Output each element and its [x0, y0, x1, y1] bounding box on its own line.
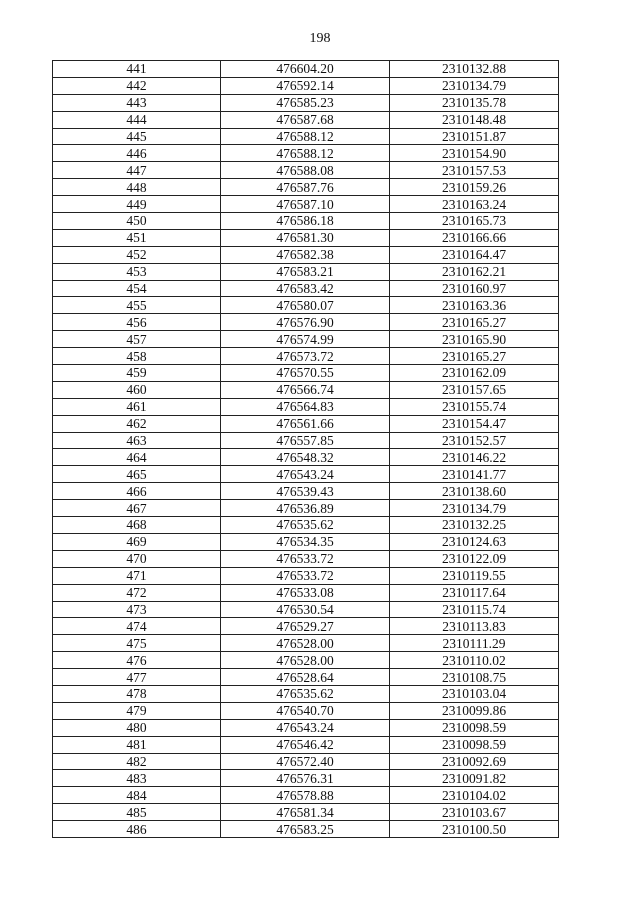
- point-number-cell: 449: [53, 196, 221, 213]
- y-coordinate-cell: 2310154.90: [390, 145, 559, 162]
- y-coordinate-cell: 2310165.27: [390, 348, 559, 365]
- x-coordinate-cell: 476604.20: [221, 61, 390, 78]
- table-row: [53, 787, 559, 804]
- y-coordinate-cell: 2310164.47: [390, 246, 559, 263]
- table-row: [53, 280, 559, 297]
- y-coordinate-cell: 2310154.47: [390, 415, 559, 432]
- x-coordinate-cell: 476528.00: [221, 652, 390, 669]
- x-coordinate-cell: 476529.27: [221, 618, 390, 635]
- y-coordinate-cell: 2310148.48: [390, 111, 559, 128]
- point-number-cell: 483: [53, 770, 221, 787]
- x-coordinate-cell: 476543.24: [221, 719, 390, 736]
- table-row: [53, 736, 559, 753]
- x-coordinate-cell: 476543.24: [221, 466, 390, 483]
- table-row: [53, 128, 559, 145]
- y-coordinate-cell: 2310162.09: [390, 365, 559, 382]
- point-number-cell: 458: [53, 348, 221, 365]
- point-number-cell: 474: [53, 618, 221, 635]
- point-number-cell: 475: [53, 635, 221, 652]
- point-number-cell: 462: [53, 415, 221, 432]
- point-number-cell: 465: [53, 466, 221, 483]
- y-coordinate-cell: 2310092.69: [390, 753, 559, 770]
- x-coordinate-cell: 476587.76: [221, 179, 390, 196]
- table-row: [53, 483, 559, 500]
- x-coordinate-cell: 476534.35: [221, 533, 390, 550]
- point-number-cell: 466: [53, 483, 221, 500]
- y-coordinate-cell: 2310099.86: [390, 702, 559, 719]
- table-row: [53, 601, 559, 618]
- x-coordinate-cell: 476528.64: [221, 669, 390, 686]
- point-number-cell: 486: [53, 821, 221, 838]
- table-row: [53, 550, 559, 567]
- y-coordinate-cell: 2310135.78: [390, 94, 559, 111]
- x-coordinate-cell: 476588.12: [221, 128, 390, 145]
- y-coordinate-cell: 2310100.50: [390, 821, 559, 838]
- x-coordinate-cell: 476576.90: [221, 314, 390, 331]
- table-row: [53, 500, 559, 517]
- y-coordinate-cell: 2310146.22: [390, 449, 559, 466]
- x-coordinate-cell: 476583.25: [221, 821, 390, 838]
- coordinates-table-body: [53, 61, 559, 838]
- page-number: 198: [309, 31, 331, 46]
- x-coordinate-cell: 476533.72: [221, 567, 390, 584]
- point-number-cell: 441: [53, 61, 221, 78]
- point-number-cell: 459: [53, 365, 221, 382]
- y-coordinate-cell: 2310111.29: [390, 635, 559, 652]
- x-coordinate-cell: 476561.66: [221, 415, 390, 432]
- table-row: [53, 77, 559, 94]
- y-coordinate-cell: 2310104.02: [390, 787, 559, 804]
- table-row: [53, 770, 559, 787]
- point-number-cell: 447: [53, 162, 221, 179]
- table-row: [53, 381, 559, 398]
- x-coordinate-cell: 476535.62: [221, 517, 390, 534]
- table-row: [53, 804, 559, 821]
- x-coordinate-cell: 476587.68: [221, 111, 390, 128]
- point-number-cell: 484: [53, 787, 221, 804]
- y-coordinate-cell: 2310165.73: [390, 213, 559, 230]
- point-number-cell: 479: [53, 702, 221, 719]
- x-coordinate-cell: 476528.00: [221, 635, 390, 652]
- table-row: [53, 61, 559, 78]
- table-row: [53, 669, 559, 686]
- point-number-cell: 460: [53, 381, 221, 398]
- table-row: [53, 331, 559, 348]
- table-row: [53, 365, 559, 382]
- x-coordinate-cell: 476566.74: [221, 381, 390, 398]
- table-row: [53, 297, 559, 314]
- y-coordinate-cell: 2310157.65: [390, 381, 559, 398]
- table-row: [53, 652, 559, 669]
- point-number-cell: 446: [53, 145, 221, 162]
- table-row: [53, 821, 559, 838]
- table-row: [53, 685, 559, 702]
- x-coordinate-cell: 476574.99: [221, 331, 390, 348]
- x-coordinate-cell: 476581.30: [221, 229, 390, 246]
- x-coordinate-cell: 476578.88: [221, 787, 390, 804]
- point-number-cell: 467: [53, 500, 221, 517]
- point-number-cell: 480: [53, 719, 221, 736]
- point-number-cell: 443: [53, 94, 221, 111]
- x-coordinate-cell: 476588.12: [221, 145, 390, 162]
- y-coordinate-cell: 2310124.63: [390, 533, 559, 550]
- point-number-cell: 442: [53, 77, 221, 94]
- point-number-cell: 450: [53, 213, 221, 230]
- point-number-cell: 471: [53, 567, 221, 584]
- table-row: [53, 94, 559, 111]
- point-number-cell: 463: [53, 432, 221, 449]
- x-coordinate-cell: 476535.62: [221, 685, 390, 702]
- x-coordinate-cell: 476583.21: [221, 263, 390, 280]
- x-coordinate-cell: 476546.42: [221, 736, 390, 753]
- point-number-cell: 455: [53, 297, 221, 314]
- x-coordinate-cell: 476592.14: [221, 77, 390, 94]
- y-coordinate-cell: 2310157.53: [390, 162, 559, 179]
- table-row: [53, 533, 559, 550]
- table-row: [53, 246, 559, 263]
- y-coordinate-cell: 2310165.27: [390, 314, 559, 331]
- table-row: [53, 213, 559, 230]
- y-coordinate-cell: 2310103.67: [390, 804, 559, 821]
- table-row: [53, 398, 559, 415]
- x-coordinate-cell: 476548.32: [221, 449, 390, 466]
- table-row: [53, 179, 559, 196]
- table-row: [53, 162, 559, 179]
- table-row: [53, 229, 559, 246]
- x-coordinate-cell: 476533.08: [221, 584, 390, 601]
- y-coordinate-cell: 2310159.26: [390, 179, 559, 196]
- point-number-cell: 485: [53, 804, 221, 821]
- y-coordinate-cell: 2310134.79: [390, 77, 559, 94]
- table-row: [53, 449, 559, 466]
- x-coordinate-cell: 476540.70: [221, 702, 390, 719]
- x-coordinate-cell: 476570.55: [221, 365, 390, 382]
- y-coordinate-cell: 2310132.88: [390, 61, 559, 78]
- y-coordinate-cell: 2310163.24: [390, 196, 559, 213]
- x-coordinate-cell: 476539.43: [221, 483, 390, 500]
- point-number-cell: 445: [53, 128, 221, 145]
- y-coordinate-cell: 2310134.79: [390, 500, 559, 517]
- table-row: [53, 719, 559, 736]
- x-coordinate-cell: 476564.83: [221, 398, 390, 415]
- x-coordinate-cell: 476576.31: [221, 770, 390, 787]
- point-number-cell: 468: [53, 517, 221, 534]
- point-number-cell: 464: [53, 449, 221, 466]
- y-coordinate-cell: 2310108.75: [390, 669, 559, 686]
- x-coordinate-cell: 476583.42: [221, 280, 390, 297]
- y-coordinate-cell: 2310163.36: [390, 297, 559, 314]
- point-number-cell: 482: [53, 753, 221, 770]
- y-coordinate-cell: 2310122.09: [390, 550, 559, 567]
- point-number-cell: 457: [53, 331, 221, 348]
- point-number-cell: 476: [53, 652, 221, 669]
- x-coordinate-cell: 476580.07: [221, 297, 390, 314]
- y-coordinate-cell: 2310110.02: [390, 652, 559, 669]
- y-coordinate-cell: 2310098.59: [390, 719, 559, 736]
- x-coordinate-cell: 476586.18: [221, 213, 390, 230]
- y-coordinate-cell: 2310103.04: [390, 685, 559, 702]
- point-number-cell: 453: [53, 263, 221, 280]
- point-number-cell: 470: [53, 550, 221, 567]
- coordinates-table: [52, 60, 559, 838]
- y-coordinate-cell: 2310117.64: [390, 584, 559, 601]
- x-coordinate-cell: 476588.08: [221, 162, 390, 179]
- y-coordinate-cell: 2310119.55: [390, 567, 559, 584]
- table-row: [53, 263, 559, 280]
- y-coordinate-cell: 2310166.66: [390, 229, 559, 246]
- point-number-cell: 461: [53, 398, 221, 415]
- point-number-cell: 456: [53, 314, 221, 331]
- y-coordinate-cell: 2310165.90: [390, 331, 559, 348]
- point-number-cell: 451: [53, 229, 221, 246]
- table-row: [53, 753, 559, 770]
- y-coordinate-cell: 2310155.74: [390, 398, 559, 415]
- point-number-cell: 452: [53, 246, 221, 263]
- table-row: [53, 432, 559, 449]
- point-number-cell: 481: [53, 736, 221, 753]
- table-row: [53, 415, 559, 432]
- point-number-cell: 469: [53, 533, 221, 550]
- x-coordinate-cell: 476582.38: [221, 246, 390, 263]
- y-coordinate-cell: 2310091.82: [390, 770, 559, 787]
- x-coordinate-cell: 476573.72: [221, 348, 390, 365]
- point-number-cell: 454: [53, 280, 221, 297]
- point-number-cell: 473: [53, 601, 221, 618]
- x-coordinate-cell: 476557.85: [221, 432, 390, 449]
- table-row: [53, 517, 559, 534]
- y-coordinate-cell: 2310160.97: [390, 280, 559, 297]
- y-coordinate-cell: 2310113.83: [390, 618, 559, 635]
- point-number-cell: 448: [53, 179, 221, 196]
- x-coordinate-cell: 476533.72: [221, 550, 390, 567]
- y-coordinate-cell: 2310098.59: [390, 736, 559, 753]
- table-row: [53, 348, 559, 365]
- y-coordinate-cell: 2310115.74: [390, 601, 559, 618]
- x-coordinate-cell: 476587.10: [221, 196, 390, 213]
- y-coordinate-cell: 2310151.87: [390, 128, 559, 145]
- table-row: [53, 635, 559, 652]
- table-row: [53, 111, 559, 128]
- point-number-cell: 444: [53, 111, 221, 128]
- x-coordinate-cell: 476585.23: [221, 94, 390, 111]
- x-coordinate-cell: 476581.34: [221, 804, 390, 821]
- table-row: [53, 702, 559, 719]
- point-number-cell: 478: [53, 685, 221, 702]
- x-coordinate-cell: 476530.54: [221, 601, 390, 618]
- table-row: [53, 466, 559, 483]
- table-row: [53, 196, 559, 213]
- y-coordinate-cell: 2310162.21: [390, 263, 559, 280]
- y-coordinate-cell: 2310141.77: [390, 466, 559, 483]
- x-coordinate-cell: 476572.40: [221, 753, 390, 770]
- table-row: [53, 618, 559, 635]
- table-row: [53, 584, 559, 601]
- x-coordinate-cell: 476536.89: [221, 500, 390, 517]
- table-row: [53, 145, 559, 162]
- y-coordinate-cell: 2310138.60: [390, 483, 559, 500]
- table-row: [53, 567, 559, 584]
- point-number-cell: 472: [53, 584, 221, 601]
- point-number-cell: 477: [53, 669, 221, 686]
- y-coordinate-cell: 2310132.25: [390, 517, 559, 534]
- table-row: [53, 314, 559, 331]
- y-coordinate-cell: 2310152.57: [390, 432, 559, 449]
